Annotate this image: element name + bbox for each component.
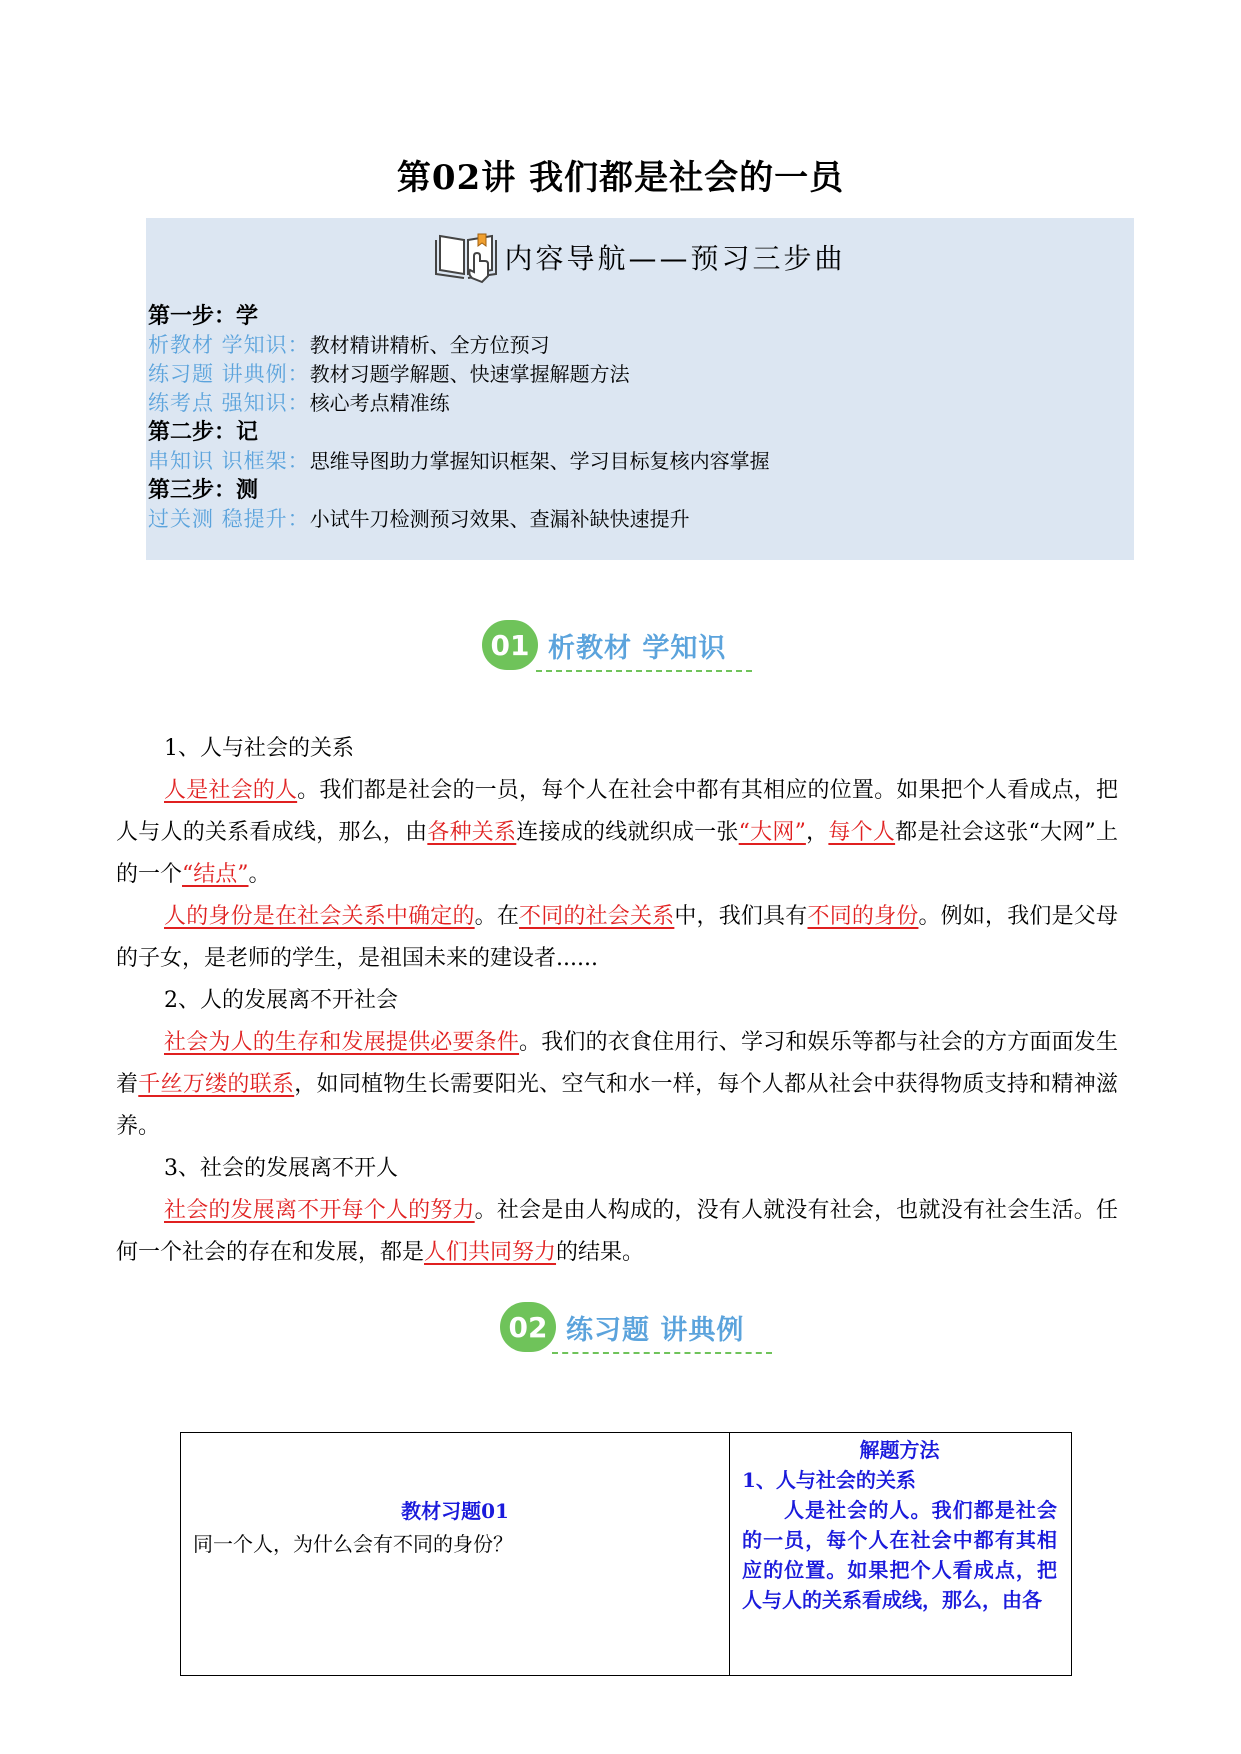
nav-item [148,505,770,534]
page-title: 第02讲 我们都是社会的一员 [396,158,845,198]
key-point-highlight: 不同的身份 [807,904,919,929]
nav-item-tag: 过关测 稳提升： [148,507,310,531]
key-point-highlight: 各种关系 [427,820,517,845]
section-number-1: 01 [482,620,538,670]
nav-step-label [148,302,770,331]
key-point-highlight: 社会的发展离不开每个人的努力 [164,1198,475,1223]
nav-item-desc: 教材习题学解题、快速掌握解题方法 [309,362,630,386]
nav-item-tag: 练习题 讲典例： [148,362,310,386]
nav-item-desc: 核心考点精准练 [309,391,450,415]
section1-content [116,728,1118,1274]
nav-step-label [148,418,770,447]
section-badge-2 [500,1302,744,1352]
exercise-question: 同一个人，为什么会有不同的身份？ [193,1532,513,1556]
method-text: 人是社会的人。我们都是社会的一员，每个人在社会中都有其相应的位置。如果把个人看成点，把人与人的关系看成线，那么，由各 [742,1498,1057,1612]
nav-item [148,331,770,360]
key-point-highlight: “大网” [738,820,806,845]
method-heading: 1、人与社会的关系 [742,1468,916,1492]
nav-item [148,389,770,418]
nav-item-tag: 练考点 强知识： [148,391,310,415]
paragraph-text: 。社会是由人构成的，没有人就没有社会，也就没有社会生活。任何一个社会的存在和发展，都是 [116,1198,1118,1265]
paragraph-1 [116,770,1118,896]
paragraph-text: 。我们都是社会的一员，每个人在社会中都有其相应的位置。如果把个人看成点，把人与人的关系看成线，那么，由 [116,778,1118,845]
paragraph-text: 的结果。 [556,1240,645,1265]
paragraph-text: 。在 [474,904,520,929]
paragraph-3 [116,1022,1118,1148]
section-number-2: 02 [500,1302,556,1352]
paragraph-text: 。 [248,862,271,887]
exercise-title: 教材习题01 [401,1499,509,1523]
heading-1: 1、人与社会的关系 [164,736,354,761]
section-label-1: 析教材 学知识 [548,632,727,664]
paragraph-text: ， [805,820,829,845]
step-label-text: 第三步：测 [148,477,259,503]
method-title: 解题方法 [859,1438,940,1462]
nav-heading [146,224,1134,290]
paragraph-text: 都是社会这张“大网”上的一个 [116,820,1118,887]
key-point-highlight: 每个人 [828,820,896,845]
key-point-highlight: “结点” [182,862,249,887]
key-point-highlight: 千丝万缕的联系 [138,1072,295,1097]
content-navigation-box [146,218,1134,560]
exercise-table [180,1432,1072,1676]
paragraph-text: 。我们的衣食住用行、学习和娱乐等都与社会的方方面面发生着 [116,1030,1118,1097]
key-point-highlight: 不同的社会关系 [519,904,675,929]
paragraph-text: 连接成的线就织成一张 [516,820,739,845]
nav-item-desc: 小试牛刀检测预习效果、查漏补缺快速提升 [309,507,690,531]
paragraph-text: ，如同植物生长需要阳光、空气和水一样，每个人都从社会中获得物质支持和精神滋养。 [116,1072,1118,1139]
nav-item-tag: 串知识 识框架： [148,449,310,473]
nav-item [148,447,770,476]
exercise-cell [181,1433,730,1676]
heading-3: 3、社会的发展离不开人 [164,1156,398,1181]
nav-item-tag: 析教材 学知识： [148,333,310,357]
nav-step-label [148,476,770,505]
step-label-text: 第二步：记 [148,419,259,445]
section-underline-2 [552,1352,772,1354]
key-point-highlight: 人的身份是在社会关系中确定的 [164,904,475,929]
heading-2: 2、人的发展离不开社会 [164,988,398,1013]
nav-item [148,360,770,389]
book-pointer-icon [434,226,498,288]
paragraph-text: 中，我们具有 [674,904,808,929]
paragraph-4 [116,1190,1118,1274]
step-label-text: 第一步：学 [148,303,259,329]
key-point-highlight: 人是社会的人 [164,778,298,803]
nav-heading-text: 内容导航——预习三步曲 [504,242,846,275]
paragraph-text: 。例如，我们是父母的子女，是老师的学生，是祖国未来的建设者...... [116,904,1118,971]
paragraph-2 [116,896,1118,980]
nav-item-desc: 思维导图助力掌握知识框架、学习目标复核内容掌握 [309,449,770,473]
nav-steps-list [148,302,770,534]
section-label-2: 练习题 讲典例 [566,1314,745,1346]
section-badge-1 [482,620,726,670]
nav-item-desc: 教材精讲精析、全方位预习 [309,333,550,357]
key-point-highlight: 人们共同努力 [424,1240,557,1265]
key-point-highlight: 社会为人的生存和发展提供必要条件 [164,1030,520,1055]
method-cell [730,1433,1072,1676]
section-underline-1 [536,670,752,672]
